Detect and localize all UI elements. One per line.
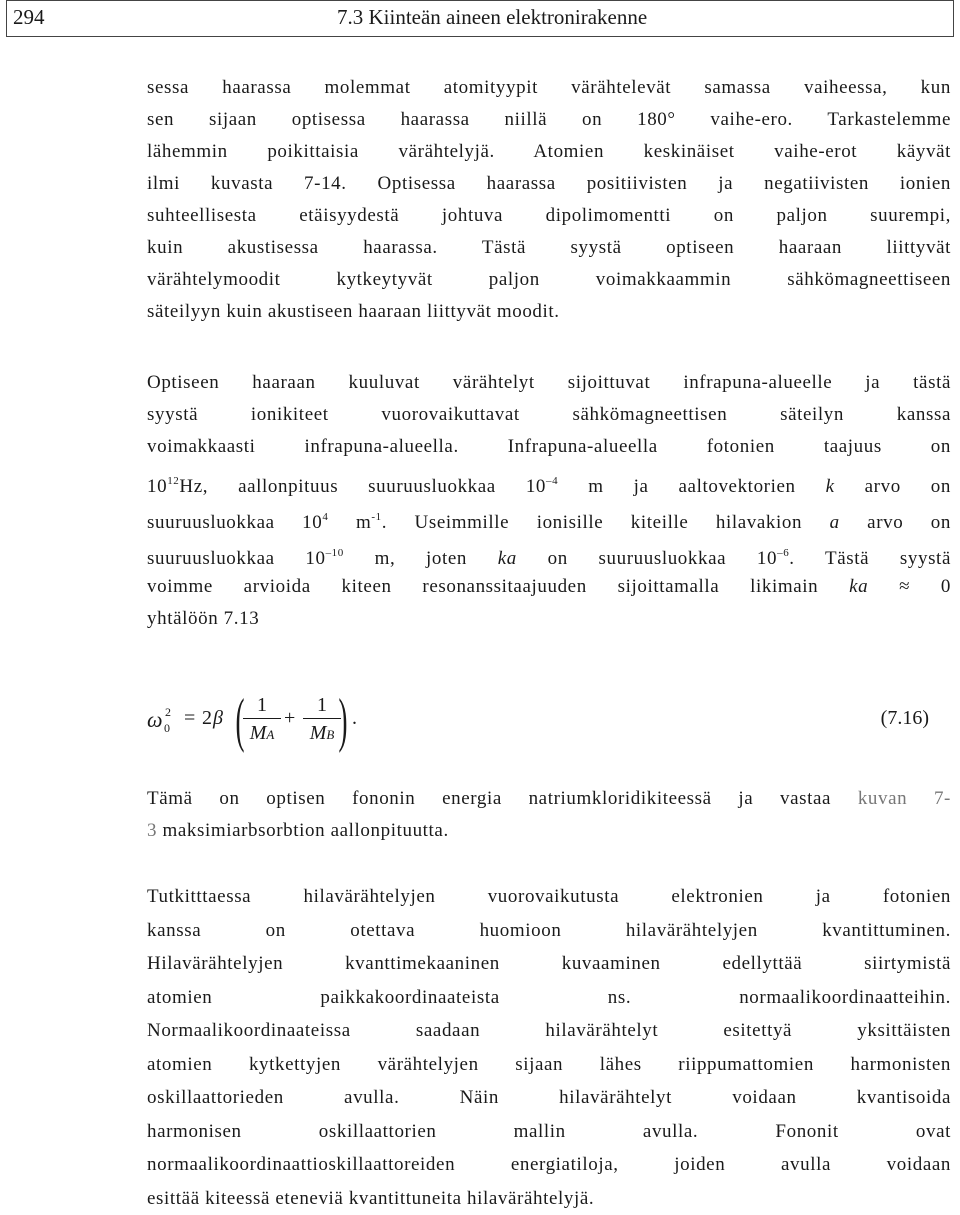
text: on suuruusluokkaa 10 xyxy=(517,548,777,569)
text-line: harmonisen oskillaattorien mallin avulla. Fononit ovat xyxy=(147,1115,951,1149)
math-variable: ka xyxy=(498,548,517,569)
exponent: –4 xyxy=(546,475,558,487)
text: m, joten xyxy=(344,548,498,569)
equals-sign: = xyxy=(184,707,195,730)
equation-7-16 xyxy=(147,688,951,758)
omega-subscript: 0 xyxy=(164,721,170,736)
text: arvo on xyxy=(840,512,951,533)
text-line xyxy=(147,499,951,535)
equation-period: . xyxy=(352,707,357,730)
fraction-bar xyxy=(243,718,281,719)
numerator: 1 xyxy=(243,694,281,716)
paragraph-2 xyxy=(147,367,951,635)
text: Tämä on optisen fononin energia natriumkloridikiteessä ja vastaa xyxy=(147,788,858,809)
mass-subscript: A xyxy=(266,727,274,742)
mass-symbol: M xyxy=(310,722,327,744)
numerator: 1 xyxy=(303,694,341,716)
text-line: kanssa on otettava huomioon hilavärähtelyjen kvantittuminen. xyxy=(147,914,951,948)
beta-symbol: β xyxy=(213,707,223,730)
plus-sign: + xyxy=(284,707,295,730)
mass-symbol: M xyxy=(250,722,267,744)
text-line: Optiseen haaraan kuuluvat värähtelyt sijoittuvat infrapuna-alueelle ja tästä xyxy=(147,367,951,399)
math-variable: k xyxy=(826,476,835,497)
text: . Useimmille ionisille kiteille hilavakion xyxy=(382,512,830,533)
text-line: sen sijaan optisessa haarassa niillä on 180° vaihe-ero. Tarkastelemme xyxy=(147,104,951,136)
text-line: ilmi kuvasta 7-14. Optisessa haarassa positiivisten ja negatiivisten ionien xyxy=(147,168,951,200)
left-parenthesis: ( xyxy=(235,686,244,755)
page-number: 294 xyxy=(13,5,45,30)
omega-symbol: ω xyxy=(147,707,163,733)
number: 10 xyxy=(147,476,167,497)
equation-number: (7.16) xyxy=(881,707,929,730)
text-line: yhtälöön 7.13 xyxy=(147,603,951,635)
exponent: –6 xyxy=(777,547,789,559)
text-line xyxy=(147,571,951,603)
denominator xyxy=(243,721,281,745)
text-line: syystä ionikiteet vuorovaikuttavat sähkömagneettisen säteilyn kanssa xyxy=(147,399,951,431)
text-line: Normaalikoordinaateissa saadaan hilavärähtelyt esitettyä yksittäisten xyxy=(147,1014,951,1048)
text-line: sessa haarassa molemmat atomityypit värähtelevät samassa vaiheessa, kun xyxy=(147,72,951,104)
section-title: 7.3 Kiinteän aineen elektronirakenne xyxy=(337,5,647,30)
fraction-bar xyxy=(303,718,341,719)
math-variable: ka xyxy=(849,576,868,597)
right-parenthesis: ) xyxy=(338,686,347,755)
text-line xyxy=(147,463,951,499)
text: maksimiarbsorbtion aallonpituutta. xyxy=(157,820,449,841)
exponent: 12 xyxy=(167,475,179,487)
text-line: värähtelymoodit kytkeytyvät paljon voimakkaammin sähkömagneettiseen xyxy=(147,264,951,296)
paragraph-3 xyxy=(147,782,951,847)
mass-subscript: B xyxy=(326,727,334,742)
text: suuruusluokkaa 10 xyxy=(147,512,322,533)
denominator xyxy=(303,721,341,745)
text-line xyxy=(147,535,951,571)
text: suuruusluokkaa 10 xyxy=(147,548,326,569)
text-line: kuin akustisessa haarassa. Tästä syystä optiseen haaraan liittyvät xyxy=(147,232,951,264)
exponent: 4 xyxy=(322,511,328,523)
text: . Tästä syystä xyxy=(789,548,951,569)
text-line: Hilavärähtelyjen kvanttimekaaninen kuvaaminen edellyttää siirtymistä xyxy=(147,947,951,981)
text-line: atomien paikkakoordinaateista ns. normaalikoordinaatteihin. xyxy=(147,981,951,1015)
exponent: –10 xyxy=(326,547,344,559)
text: voimme arvioida kiteen resonanssitaajuuden sijoittamalla likimain xyxy=(147,576,849,597)
fraction-2 xyxy=(303,694,341,745)
text-line: atomien kytkettyjen värähtelyjen sijaan lähes riippumattomien harmonisten xyxy=(147,1048,951,1082)
fraction-1 xyxy=(243,694,281,745)
coefficient: 2 xyxy=(202,707,212,730)
text-line: esittää kiteessä eteneviä kvantittuneita hilavärähtelyjä. xyxy=(147,1182,951,1215)
text: arvo on xyxy=(835,476,951,497)
text-line xyxy=(147,782,951,815)
omega-superscript: 2 xyxy=(165,705,171,720)
text: m ja aaltovektorien xyxy=(558,476,825,497)
text-line: suhteellisesta etäisyydestä johtuva dipolimomentti on paljon suurempi, xyxy=(147,200,951,232)
figure-link[interactable]: 3 xyxy=(147,820,157,841)
text-line: Tutkitttaessa hilavärähtelyjen vuorovaikutusta elektronien ja fotonien xyxy=(147,880,951,914)
math-variable: a xyxy=(830,512,840,533)
paragraph-1 xyxy=(147,72,951,328)
text-line: lähemmin poikittaisia värähtelyjä. Atomien keskinäiset vaihe-erot käyvät xyxy=(147,136,951,168)
text: m xyxy=(328,512,371,533)
text-line: oskillaattorieden avulla. Näin hilavärähtelyt voidaan kvantisoida xyxy=(147,1081,951,1115)
figure-link[interactable]: kuvan 7- xyxy=(858,788,951,809)
exponent: -1 xyxy=(371,511,381,523)
text-line xyxy=(147,815,951,847)
page-header xyxy=(6,0,954,37)
text: Hz, aallonpituus suuruusluokkaa 10 xyxy=(179,476,546,497)
text-line: säteilyyn kuin akustiseen haaraan liittyvät moodit. xyxy=(147,296,951,328)
text-line: normaalikoordinaattioskillaattoreiden energiatiloja, joiden avulla voidaan xyxy=(147,1148,951,1182)
text-line: voimakkaasti infrapuna-alueella. Infrapuna-alueella fotonien taajuus on xyxy=(147,431,951,463)
paragraph-4 xyxy=(147,880,951,1215)
text: ≈ 0 xyxy=(868,576,951,597)
